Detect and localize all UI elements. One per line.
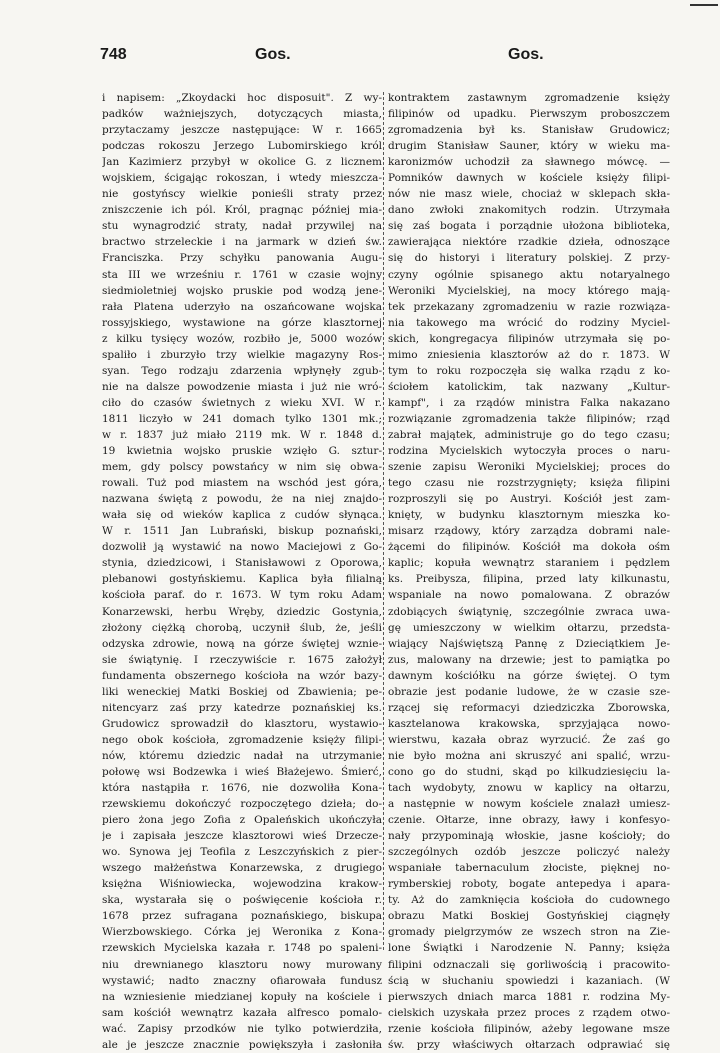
text-line: księżna Wiśniowiecka, wojewodzina krakow- — [102, 878, 382, 891]
text-line: syan. Tego rodzaju zdarzenia wpłynęły zgub- — [102, 364, 382, 377]
text-line: Jan Kazimierz przybył w okolice G. z licznem — [102, 156, 382, 169]
text-line: 1678 przez sufragana poznańskiego, biskupa — [102, 910, 382, 923]
text-line: wała się od wieków kaplica z cudów słynąca. — [102, 509, 382, 522]
text-line: spaliło i zburzyło trzy wielkie magazyny Ros- — [102, 348, 382, 361]
text-line: wystawić; nadto znaczny ofiarowała fundusz — [102, 974, 382, 987]
text-line: z kilku tysięcy wozów, rozbiło je, 5000 wozów — [102, 332, 382, 345]
text-line: 19 kwietnia wojsko pruskie wzięło G. sztur- — [102, 445, 382, 458]
text-line: ska, wystarała się o poświęcenie kościoła r. — [102, 894, 382, 907]
text-line: wszego małżeństwa Konarzewska, z drugiego — [102, 862, 382, 875]
text-line: sam kościół wewnątrz kazała alfresco pomalo- — [102, 1006, 382, 1019]
text-line: i napisem: „Zkoydacki hoc disposuit". Z wy- — [102, 92, 382, 104]
text-line: czenie. Ołtarze, inne obrazy, ławy i konfesyo- — [388, 814, 670, 827]
text-line: zgromadzenia był ks. Stanisław Grudowicz; — [388, 124, 670, 137]
text-line: rozproszyli się po Austryi. Kościół jest zam- — [388, 493, 670, 506]
text-line: nitencyarz zaś przy katedrze poznańskiej ks. — [102, 701, 382, 714]
text-line: mem, gdy polscy powstańcy w nim się obwa- — [102, 461, 382, 474]
text-line: sie świątynię. I rzeczywiście r. 1675 założył — [102, 653, 382, 666]
text-line: fundamenta obszernego kościoła na wzór bazy- — [102, 669, 382, 682]
text-line: zniszczenie ich pól. Król, pragnąc później mia- — [102, 204, 382, 217]
text-line: stu wynagrodzić straty, nadał przywilej na — [102, 220, 382, 233]
text-line: czyny ogólnie spisanego aktu notaryalnego — [388, 268, 670, 281]
text-line: rzenie kościoła filipinów, ażeby legowane msze — [388, 1022, 670, 1035]
text-line: piero żona jego Zofia z Opaleńskich ukończyła — [102, 814, 382, 827]
text-line: knięty, w budynku klasztornym mieszka ko- — [388, 509, 670, 522]
running-head-left: Gos. — [255, 46, 291, 63]
text-line: W r. 1511 Jan Lubrański, biskup poznański, — [102, 525, 382, 538]
text-line: połowę wsi Bodzewka i wieś Błażejewo. Śmierć, — [102, 765, 382, 778]
text-line: cono go do studni, skąd po kilkudziesięciu la- — [388, 765, 670, 778]
page-number: 748 — [100, 46, 127, 63]
column-divider — [383, 92, 384, 950]
text-line: kaplic; kopuła wewnątrz staraniem i pędzlem — [388, 557, 670, 570]
text-line: rowali. Tuż pod miastem na wschód jest góra, — [102, 477, 382, 490]
text-line: tym to roku rozpoczęła się walka rządu z ko- — [388, 364, 670, 377]
text-line: ty. Aż do zamknięcia kościoła do cudownego — [388, 894, 670, 907]
running-head-right: Gos. — [508, 46, 544, 63]
text-line: rozwiązanie zgromadzenia także filipinów; rząd — [388, 412, 670, 425]
text-line: cielskich uzyskała przez proces z rządem otwo- — [388, 1006, 670, 1019]
text-line: karonizmów uchodził za sławnego mówcę. — — [388, 156, 670, 169]
text-line: tek przekazany zgromadzeniu w razie rozwiąza- — [388, 300, 670, 313]
text-line: się do historyi i literatury polskiej. Z przy- — [388, 252, 670, 265]
page-header — [100, 46, 675, 70]
text-line: wojskiem, ścigając rokoszan, i wtedy mieszcza- — [102, 172, 382, 185]
text-line: Franciszka. Przy schyłku panowania Augu- — [102, 252, 382, 265]
text-line: nazwana świętą z powodu, że na niej znajdo- — [102, 493, 382, 506]
text-line: rzewskich Mycielska kazała r. 1748 po spaleni- — [102, 942, 382, 955]
text-line: rzącej się reformacyi dziedziczka Zborowska, — [388, 701, 670, 714]
text-line: filipinów od upadku. Pierwszym proboszczem — [388, 108, 670, 121]
text-line: nały przypominają włoskie, jasne kościoły; do — [388, 830, 670, 843]
text-line: przytaczamy jeszcze następujące: W r. 1665 — [102, 124, 382, 137]
text-line: ks. Preibysza, filipina, przed laty kilkunastu, — [388, 573, 670, 586]
text-line: szczególnych ozdób jeszcze policzyć należy — [388, 846, 670, 859]
text-line: wspaniale na nowo pomalowana. Z obrazów — [388, 589, 670, 602]
text-line: gę umieszczony w wielkim ołtarzu, przedsta- — [388, 621, 670, 634]
text-line: rossyjskiego, wystawione na górze klasztornej — [102, 316, 382, 329]
text-line: nie na dalsze powodzenie miasta i już nie wró- — [102, 380, 382, 393]
text-line: nie gostyńscy wielkie ponieśli straty przez — [102, 188, 382, 201]
text-line: Wierzbowskiego. Córka jej Weronika z Kona- — [102, 926, 382, 939]
text-line: ciło do czasów świetnych z wieku XVI. W r. — [102, 396, 382, 409]
text-line: ściołem katolickim, tak nazwany „Kultur- — [388, 380, 670, 393]
text-line: kasztelanowa krakowska, sprzyjająca nowo- — [388, 717, 670, 730]
text-line: plebanowi gostyńskiemu. Kaplica była filialną — [102, 573, 382, 586]
text-line: wo. Synowa jej Teofila z Leszczyńskich z pier- — [102, 846, 382, 859]
text-line: zabrał majątek, administruje go do tego czasu; — [388, 428, 670, 441]
text-line: która nastąpiła r. 1676, nie dozwoliła Kona- — [102, 782, 382, 795]
text-line: nia takowego ma wrócić do rodziny Myciel- — [388, 316, 670, 329]
text-line: Weroniki Mycielskiej, na mocy którego mają- — [388, 284, 670, 297]
text-line: niu drewnianego klasztoru nowy murowany — [102, 958, 382, 971]
text-line: złożony ciężką chorobą, uczynił ślub, że, jeśli — [102, 621, 382, 634]
text-line: się zaś bogata i porządnie ułożona biblioteka, — [388, 220, 670, 233]
text-line: obrazu Matki Boskiej Gostyńskiej ciągnęły — [388, 910, 670, 923]
text-line: stynia, dziedzicowi, i Stanisławowi z Oporowa, — [102, 557, 382, 570]
text-line: misarz rządowy, który zarządza dobrami nale- — [388, 525, 670, 538]
text-line: bractwo strzeleckie i na jarmark w dzień św. — [102, 236, 382, 249]
text-line: Grudowicz sprowadził do klasztoru, wystawio- — [102, 717, 382, 730]
text-line: żącemi do filipinów. Kościół ma dokoła ośm — [388, 541, 670, 554]
text-line: mimo zniesienia klasztorów aż do r. 1873. W — [388, 348, 670, 361]
corner-mark — [680, 0, 720, 10]
text-line: szenie zapisu Weroniki Mycielskiej; proces do — [388, 461, 670, 474]
text-line: 1811 liczyło w 241 domach tylko 1301 mk.; — [102, 412, 382, 425]
text-line: w r. 1837 już miało 2119 mk. W r. 1848 d. — [102, 428, 382, 441]
text-line: lone Świątki i Narodzenie N. Panny; księża — [388, 942, 670, 955]
text-line: wać. Zapisy przodków nie tylko potwierdziła, — [102, 1022, 382, 1035]
text-line: kontraktem zastawnym zgromadzenie księży — [388, 92, 670, 104]
text-line: św. przy właściwych ołtarzach odprawiać się — [388, 1038, 670, 1051]
text-line: rymberskiej roboty, bogate antepedya i apara- — [388, 878, 670, 891]
text-line: tach wydobyty, znowu w kaplicy na ołtarzu, — [388, 782, 670, 795]
text-line: ścią w słuchaniu spowiedzi i kazaniach. (W — [388, 974, 670, 987]
text-line: nów, któremu dziedzic nadał na utrzymanie — [102, 749, 382, 762]
text-line: a następnie w nowym kościele znalazł umiesz- — [388, 798, 670, 811]
text-line: siedmioletniej wojsko pruskie pod wodzą jene- — [102, 284, 382, 297]
left-text-column — [102, 90, 382, 1053]
text-line: nów nie masz wiele, chociaż w sklepach skła- — [388, 188, 670, 201]
text-line: odzyska zdrowie, nową na górze świętej wznie- — [102, 637, 382, 650]
text-line: je i zapisała jeszcze klasztorowi wieś Drzecze- — [102, 830, 382, 843]
text-line: zdobiących świątynię, szczególnie zwraca uwa- — [388, 605, 670, 618]
text-line: dozwolił ją wystawić na nowo Maciejowi z Go- — [102, 541, 382, 554]
text-line: drugim Stanisław Sauner, który w wieku ma- — [388, 140, 670, 153]
text-line: zawierająca niektóre rzadkie dzieła, odnoszące — [388, 236, 670, 249]
text-line: sta III we wrześniu r. 1761 w czasie wojny — [102, 268, 382, 281]
text-line: nie było można ani skruszyć ani spalić, wrzu- — [388, 749, 670, 762]
text-line: Konarzewski, herbu Wręby, dziedzic Gostynia, — [102, 605, 382, 618]
text-line: Pomników dawnych w kościele księży filipi- — [388, 172, 670, 185]
text-line: dano zwłoki znakomitych rodzin. Utrzymała — [388, 204, 670, 217]
text-line: wspaniałe tabernaculum złociste, pięknej no- — [388, 862, 670, 875]
text-line: padków ważniejszych, dotyczących miasta, — [102, 108, 382, 121]
text-line: zus, malowany na drzewie; jest to pamiątka po — [388, 653, 670, 666]
text-line: na wzniesienie miedzianej kopuły na kościele i — [102, 990, 382, 1003]
right-text-column — [388, 90, 670, 1053]
text-line: tego czasu nie rozstrzygnięty; księża filipini — [388, 477, 670, 490]
text-line: rzewskiemu dokończyć rozpoczętego dzieła; do- — [102, 798, 382, 811]
text-line: podczas rokoszu Jerzego Lubomirskiego król — [102, 140, 382, 153]
text-line: dawnym kościółku na górze świętej. O tym — [388, 669, 670, 682]
text-line: rodzina Mycielskich wytoczyła proces o naru- — [388, 445, 670, 458]
text-line: pierwszych dniach marca 1881 r. rodzina My- — [388, 990, 670, 1003]
text-line: skich, kongregacya filipinów utrzymała się po- — [388, 332, 670, 345]
text-line: filipini odznaczali się gorliwością i pracowito- — [388, 958, 670, 971]
text-line: kampf", i za rządów ministra Falka nakazano — [388, 396, 670, 409]
text-line: nego obok kościoła, zgromadzenie księży filipi- — [102, 733, 382, 746]
text-line: obrazie jest podanie ludowe, że w czasie sze- — [388, 685, 670, 698]
text-line: wiający Najświętszą Pannę z Dzieciątkiem Je- — [388, 637, 670, 650]
text-line: liki weneckiej Matki Boskiej od Zbawienia; pe- — [102, 685, 382, 698]
text-line: wierstwu, kazała obraz wyrzucić. Że zaś go — [388, 733, 670, 746]
text-line: rała Platena uderzyło na oszańcowane wojska — [102, 300, 382, 313]
text-line: kościoła paraf. do r. 1673. W tym roku Adam — [102, 589, 382, 602]
text-line: gromady pielgrzymów ze wszech stron na Zie- — [388, 926, 670, 939]
text-line: ale je jeszcze znacznie powiększyła i zasłoniła — [102, 1038, 382, 1051]
